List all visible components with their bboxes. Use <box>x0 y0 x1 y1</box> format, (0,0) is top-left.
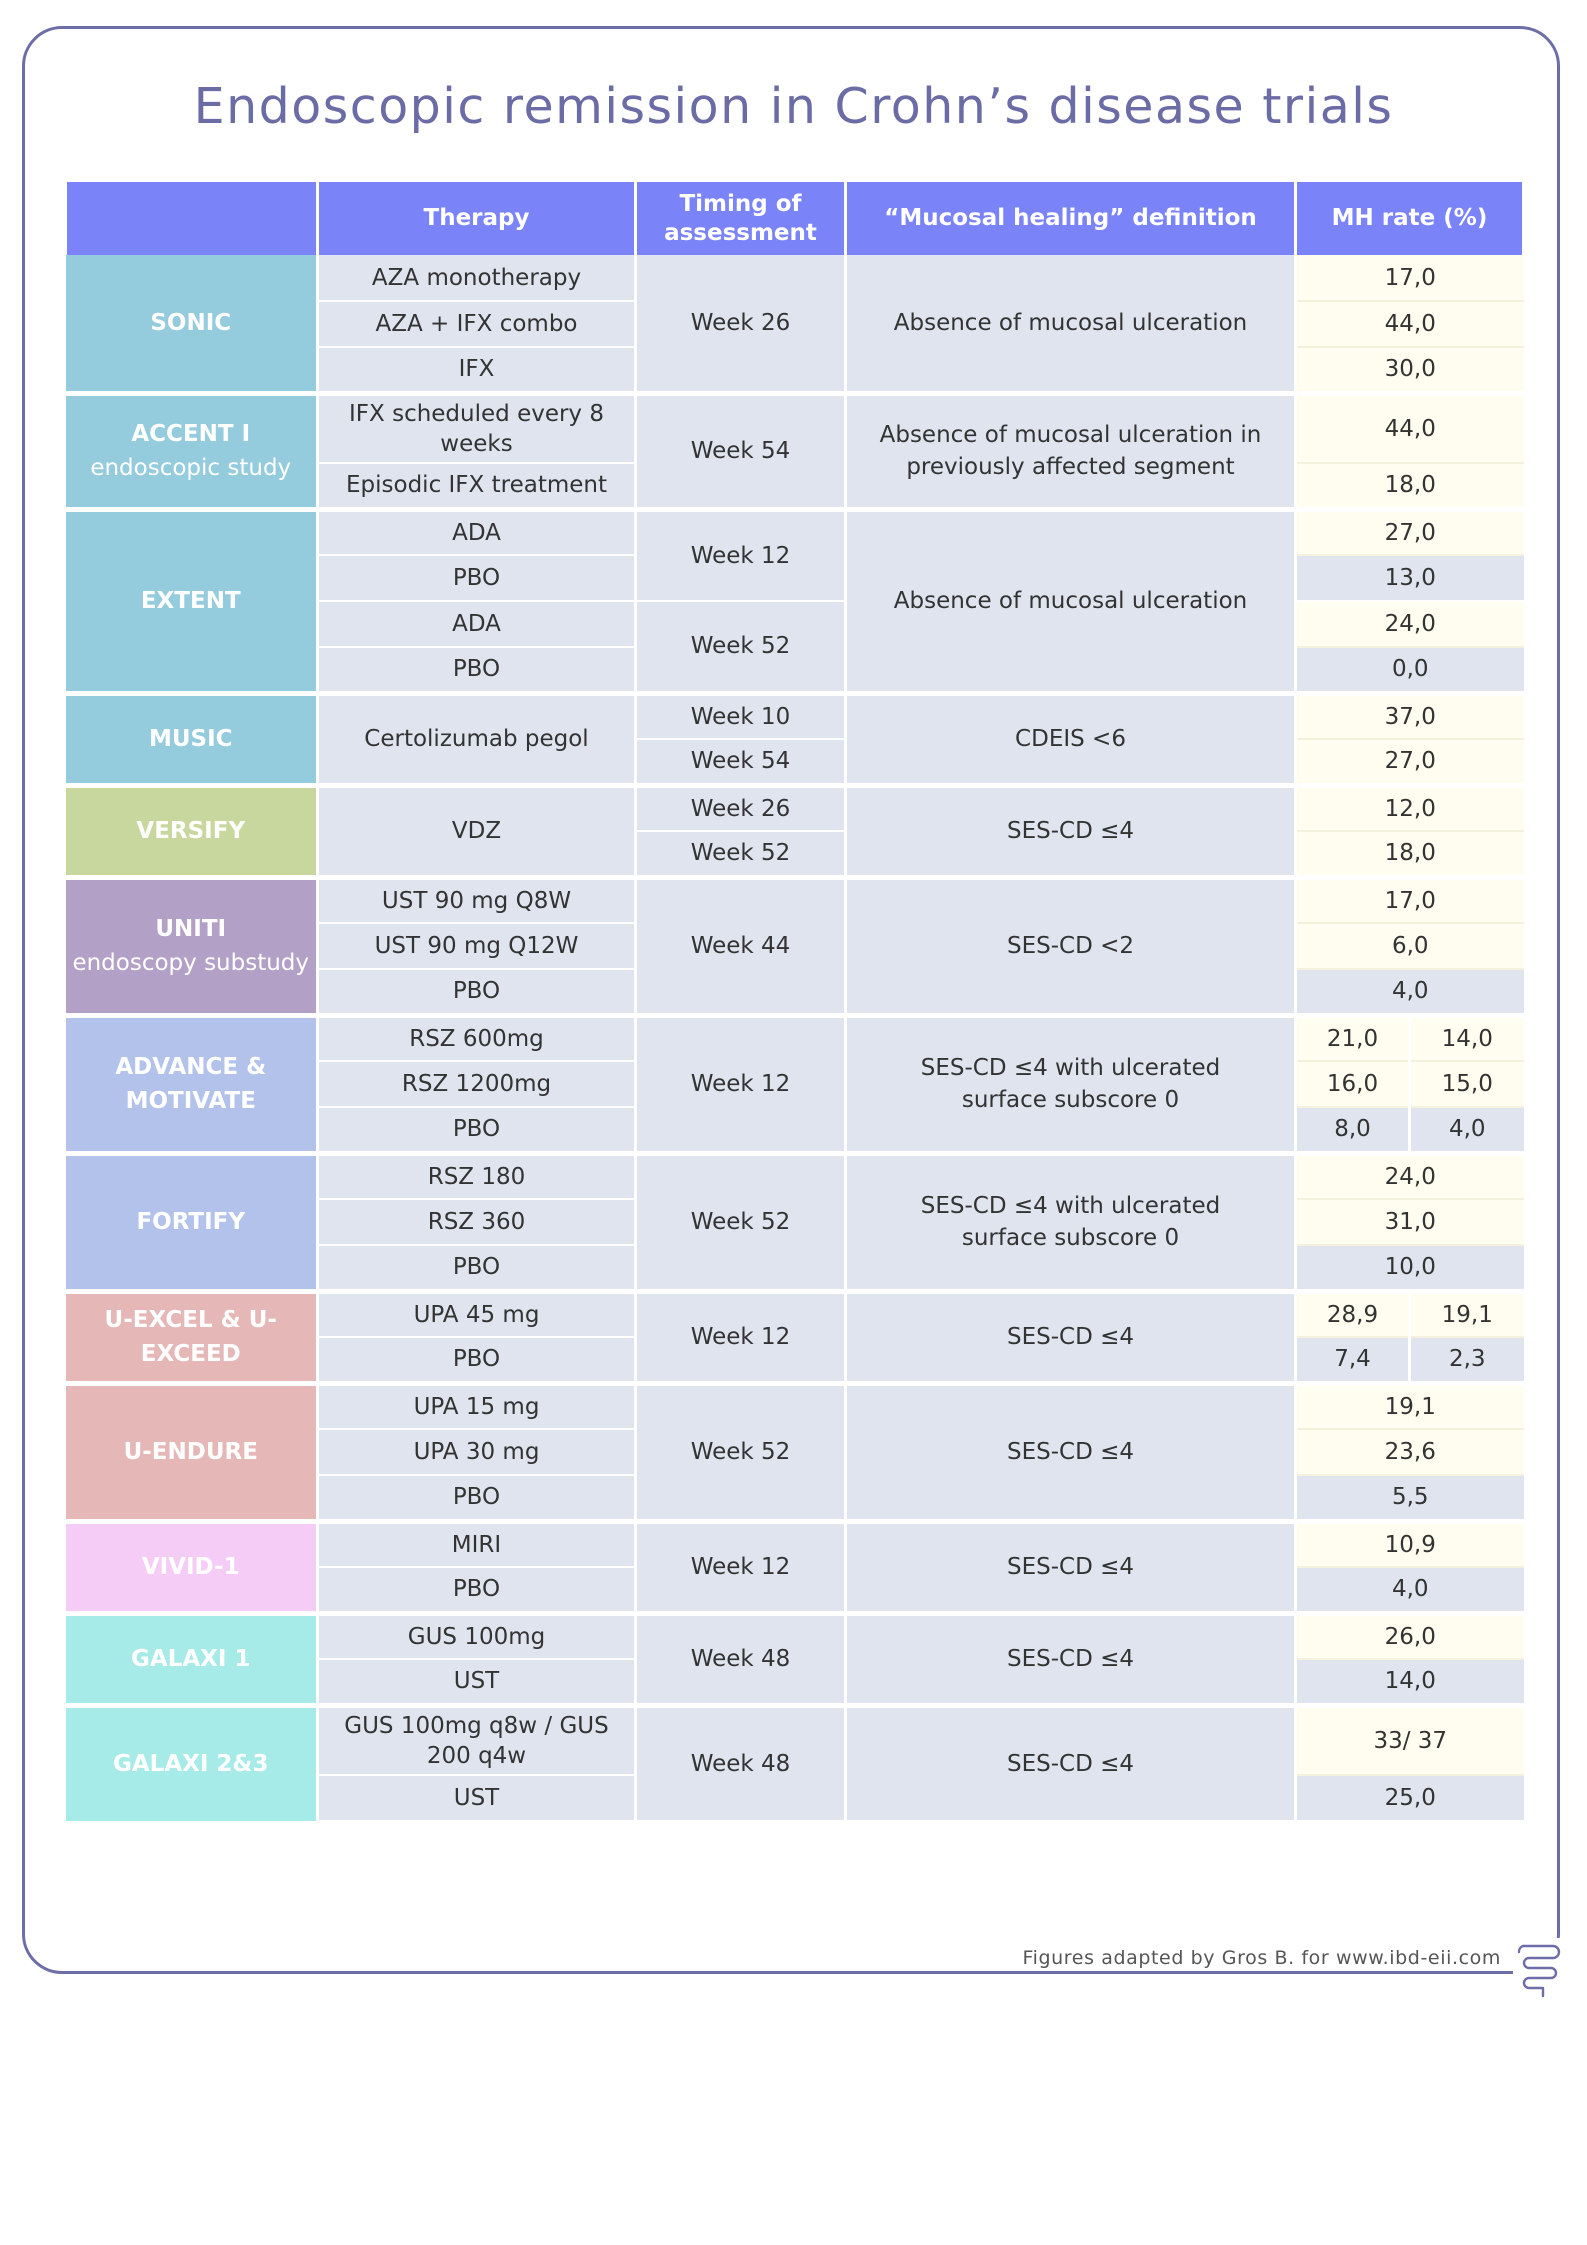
rate-cell: 18,0 <box>1296 831 1524 877</box>
timing-cell: Week 12 <box>636 1521 846 1613</box>
trial-name: EXTENT <box>140 588 241 614</box>
therapy-cell: ADA <box>318 601 636 647</box>
therapy-cell: UST <box>318 1659 636 1705</box>
header-therapy: Therapy <box>318 182 636 255</box>
therapy-cell: Certolizumab pegol <box>318 693 636 785</box>
rate-cell: 5,5 <box>1296 1475 1524 1521</box>
trial-name: ACCENT I <box>131 421 251 447</box>
rate-cell: 24,0 <box>1296 601 1524 647</box>
rate-cell: 14,0 <box>1296 1659 1524 1705</box>
rate-cell: 6,0 <box>1296 923 1524 969</box>
trial-name-cell <box>66 1521 318 1613</box>
definition-cell: SES-CD ≤4 <box>846 1613 1296 1705</box>
footer-credit: Figures adapted by Gros B. for www.ibd-eii.com <box>1022 1947 1501 1969</box>
rate-cell: 7,4 <box>1296 1337 1410 1383</box>
definition-cell: Absence of mucosal ulceration in previously affected segment <box>846 393 1296 509</box>
therapy-cell: PBO <box>318 1245 636 1291</box>
trial-name-cell <box>66 1015 318 1153</box>
therapy-cell: RSZ 360 <box>318 1199 636 1245</box>
therapy-cell: GUS 100mg q8w / GUS 200 q4w <box>318 1705 636 1775</box>
trial-name: VIVID-1 <box>141 1554 240 1580</box>
definition-cell: SES-CD ≤4 with ulcerated surface subscore 0 <box>846 1153 1296 1291</box>
rate-cell: 25,0 <box>1296 1775 1524 1821</box>
definition-cell: SES-CD ≤4 <box>846 1521 1296 1613</box>
definition-cell: SES-CD ≤4 <box>846 785 1296 877</box>
timing-cell: Week 12 <box>636 1291 846 1383</box>
timing-cell: Week 54 <box>636 739 846 785</box>
trial-name: ADVANCE & MOTIVATE <box>115 1054 267 1114</box>
header-corner <box>66 182 318 255</box>
therapy-cell: MIRI <box>318 1521 636 1567</box>
trial-name: SONIC <box>150 309 232 336</box>
trial-name-cell <box>66 255 318 393</box>
rate-cell: 18,0 <box>1296 463 1524 509</box>
trial-name-cell <box>66 877 318 1015</box>
rate-cell: 33/ 37 <box>1296 1705 1524 1775</box>
table-row <box>66 1613 1524 1659</box>
timing-cell: Week 52 <box>636 1383 846 1521</box>
definition-cell: SES-CD ≤4 with ulcerated surface subscore 0 <box>846 1015 1296 1153</box>
rate-cell: 21,0 <box>1296 1015 1410 1061</box>
rate-cell: 44,0 <box>1296 393 1524 463</box>
rate-cell: 19,1 <box>1296 1383 1524 1429</box>
trial-name-cell <box>66 1291 318 1383</box>
table-row <box>66 1015 1524 1061</box>
therapy-cell: PBO <box>318 969 636 1015</box>
trial-name-cell <box>66 1383 318 1521</box>
trial-name-cell <box>66 509 318 693</box>
rate-cell: 13,0 <box>1296 555 1524 601</box>
rate-cell: 19,1 <box>1410 1291 1524 1337</box>
header-rate: MH rate (%) <box>1296 182 1524 255</box>
therapy-cell: GUS 100mg <box>318 1613 636 1659</box>
rate-cell: 4,0 <box>1410 1107 1524 1153</box>
timing-cell: Week 48 <box>636 1705 846 1821</box>
rate-cell: 8,0 <box>1296 1107 1410 1153</box>
therapy-cell: UST 90 mg Q8W <box>318 877 636 923</box>
timing-cell: Week 26 <box>636 255 846 393</box>
trial-subtitle: endoscopy substudy <box>72 950 310 976</box>
rate-cell: 16,0 <box>1296 1061 1410 1107</box>
table-row <box>66 393 1524 463</box>
table-row <box>66 1705 1524 1775</box>
trial-name-cell <box>66 693 318 785</box>
timing-cell: Week 52 <box>636 1153 846 1291</box>
rate-cell: 10,9 <box>1296 1521 1524 1567</box>
trial-name: MUSIC <box>148 726 233 752</box>
timing-cell: Week 52 <box>636 831 846 877</box>
therapy-cell: RSZ 600mg <box>318 1015 636 1061</box>
trial-name: VERSIFY <box>136 818 246 844</box>
timing-cell: Week 54 <box>636 393 846 509</box>
trial-name-cell <box>66 785 318 877</box>
trial-name: UNITI <box>155 916 227 942</box>
trial-name: FORTIFY <box>136 1209 246 1235</box>
therapy-cell: PBO <box>318 647 636 693</box>
definition-cell: SES-CD ≤4 <box>846 1383 1296 1521</box>
trial-subtitle: endoscopic study <box>90 455 292 481</box>
therapy-cell: PBO <box>318 1567 636 1613</box>
table-row <box>66 693 1524 739</box>
therapy-cell: UPA 45 mg <box>318 1291 636 1337</box>
table-row <box>66 785 1524 831</box>
timing-cell: Week 26 <box>636 785 846 831</box>
page-title: Endoscopic remission in Crohn’s disease trials <box>193 78 1394 135</box>
rate-cell: 26,0 <box>1296 1613 1524 1659</box>
rate-cell: 37,0 <box>1296 693 1524 739</box>
rate-cell: 14,0 <box>1410 1015 1524 1061</box>
timing-cell: Week 10 <box>636 693 846 739</box>
rate-cell: 27,0 <box>1296 739 1524 785</box>
rate-cell: 4,0 <box>1296 969 1524 1015</box>
trial-name: GALAXI 1 <box>131 1646 251 1672</box>
therapy-cell: PBO <box>318 555 636 601</box>
rate-cell: 4,0 <box>1296 1567 1524 1613</box>
trials-body <box>66 255 1524 1821</box>
intestine-icon <box>1513 1938 1567 2002</box>
rate-cell: 44,0 <box>1296 301 1524 347</box>
trial-name-cell <box>66 1153 318 1291</box>
timing-cell: Week 52 <box>636 601 846 693</box>
therapy-cell: ADA <box>318 509 636 555</box>
rate-cell: 17,0 <box>1296 255 1524 301</box>
rate-cell: 15,0 <box>1410 1061 1524 1107</box>
therapy-cell: PBO <box>318 1337 636 1383</box>
timing-cell: Week 12 <box>636 509 846 601</box>
therapy-cell: RSZ 1200mg <box>318 1061 636 1107</box>
therapy-cell: IFX scheduled every 8 weeks <box>318 393 636 463</box>
table-row <box>66 1383 1524 1429</box>
therapy-cell: AZA + IFX combo <box>318 301 636 347</box>
trial-name-cell <box>66 1613 318 1705</box>
therapy-cell: IFX <box>318 347 636 393</box>
trial-name: GALAXI 2&3 <box>113 1751 269 1778</box>
table-row <box>66 877 1524 923</box>
trial-name: U-EXCEL & U-EXCEED <box>104 1307 277 1367</box>
definition-cell: SES-CD ≤4 <box>846 1705 1296 1821</box>
definition-cell: SES-CD ≤4 <box>846 1291 1296 1383</box>
timing-cell: Week 48 <box>636 1613 846 1705</box>
trial-name: U-ENDURE <box>123 1439 258 1465</box>
therapy-cell: VDZ <box>318 785 636 877</box>
rate-cell: 10,0 <box>1296 1245 1524 1291</box>
rate-cell: 31,0 <box>1296 1199 1524 1245</box>
definition-cell: Absence of mucosal ulceration <box>846 509 1296 693</box>
definition-cell: CDEIS <6 <box>846 693 1296 785</box>
rate-cell: 30,0 <box>1296 347 1524 393</box>
table-row <box>66 1521 1524 1567</box>
rate-cell: 0,0 <box>1296 647 1524 693</box>
therapy-cell: UST <box>318 1775 636 1821</box>
trial-name-cell <box>66 393 318 509</box>
definition-cell: Absence of mucosal ulceration <box>846 255 1296 393</box>
table-row <box>66 1291 1524 1337</box>
timing-cell: Week 44 <box>636 877 846 1015</box>
rate-cell: 28,9 <box>1296 1291 1410 1337</box>
trial-name-cell <box>66 1705 318 1821</box>
therapy-cell: UPA 15 mg <box>318 1383 636 1429</box>
definition-cell: SES-CD <2 <box>846 877 1296 1015</box>
table-row <box>66 509 1524 555</box>
rate-cell: 24,0 <box>1296 1153 1524 1199</box>
therapy-cell: PBO <box>318 1107 636 1153</box>
therapy-cell: PBO <box>318 1475 636 1521</box>
rate-cell: 2,3 <box>1410 1337 1524 1383</box>
rate-cell: 12,0 <box>1296 785 1524 831</box>
therapy-cell: UPA 30 mg <box>318 1429 636 1475</box>
therapy-cell: UST 90 mg Q12W <box>318 923 636 969</box>
timing-cell: Week 12 <box>636 1015 846 1153</box>
header-definition: “Mucosal healing” definition <box>846 182 1296 255</box>
rate-cell: 17,0 <box>1296 877 1524 923</box>
therapy-cell: AZA monotherapy <box>318 255 636 301</box>
table-row <box>66 1153 1524 1199</box>
table-row <box>66 255 1524 301</box>
therapy-cell: Episodic IFX treatment <box>318 463 636 509</box>
rate-cell: 27,0 <box>1296 509 1524 555</box>
header-timing: Timing of assessment <box>636 182 846 255</box>
trials-table <box>64 182 1525 1822</box>
therapy-cell: RSZ 180 <box>318 1153 636 1199</box>
rate-cell: 23,6 <box>1296 1429 1524 1475</box>
